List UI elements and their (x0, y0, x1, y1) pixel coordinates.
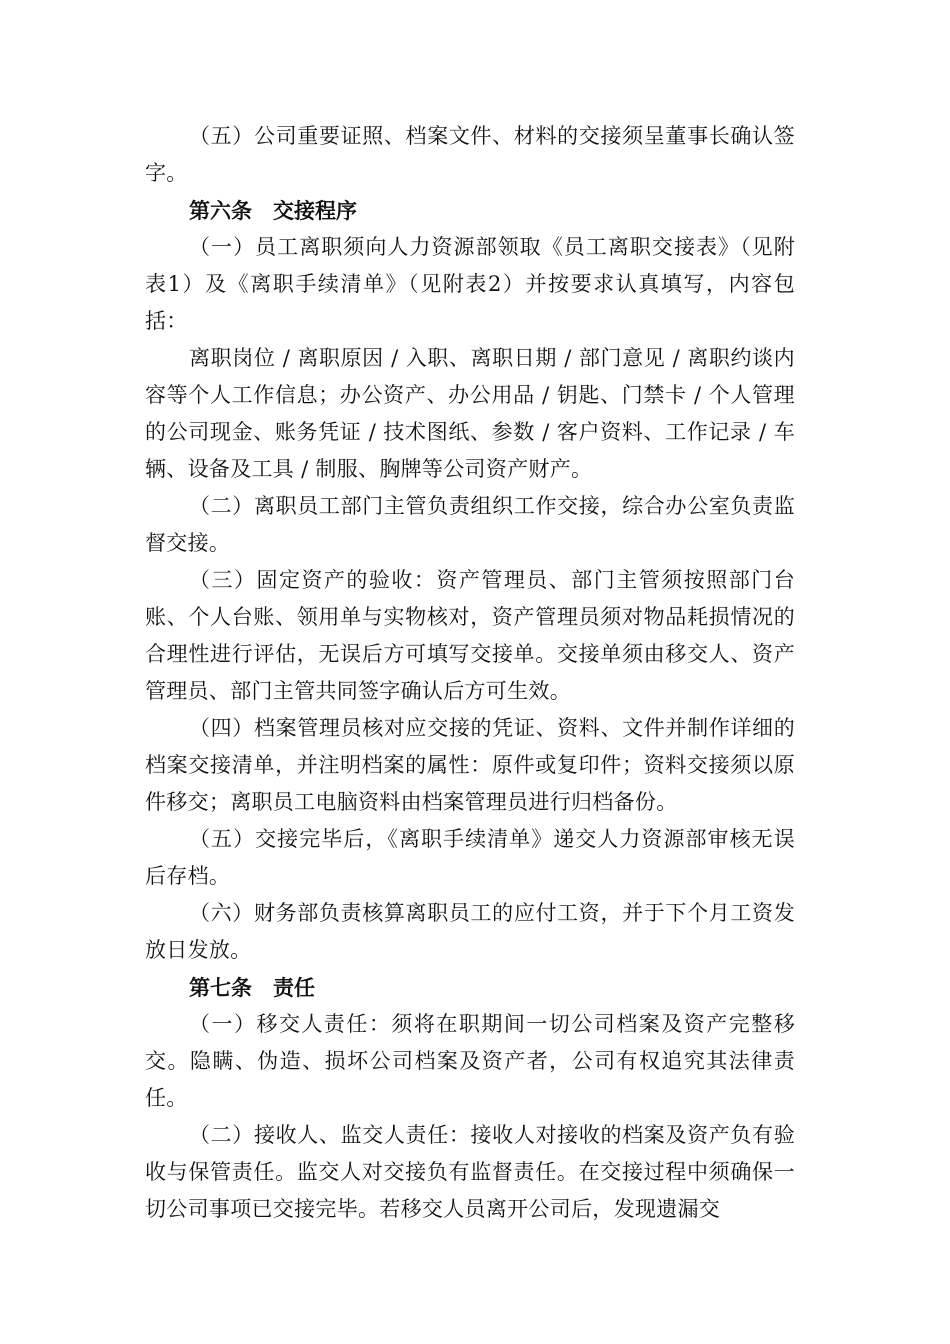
paragraph-6-3: （三）固定资产的验收：资产管理员、部门主管须按照部门台账、个人台账、领用单与实物核对，资产管理员须对物品耗损情况的合理性进行评估，无误后方可填写交接单。交接单须由移交人、资产管理员、部门主管共同签字确认后方可生效。 (145, 568, 795, 703)
paragraph-6-1-contents: 离职岗位 / 离职原因 / 入职、离职日期 / 部门意见 / 离职约谈内容等个人工作信息；办公资产、办公用品 / 钥匙、门禁卡 / 个人管理的公司现金、账务凭证 / 技术图纸、参数 / 客户资料、工作记录 / 车辆、设备及工具 / 制服、胸牌等公司资产财产。 (145, 346, 795, 481)
paragraph-7-1: （一）移交人责任：须将在职期间一切公司档案及资产完整移交。隐瞒、伪造、损坏公司档案及资产者，公司有权追究其法律责任。 (145, 1012, 795, 1110)
article-6-title: 交接程序 (273, 198, 357, 223)
article-6-label: 第六条 (189, 198, 252, 223)
paragraph-6-5: （五）交接完毕后，《离职手续清单》递交人力资源部审核无误后存档。 (145, 827, 795, 888)
paragraph-6-1: （一）员工离职须向人力资源部领取《员工离职交接表》（见附表1）及《离职手续清单》（见附表2）并按要求认真填写，内容包括： (145, 235, 795, 333)
paragraph-6-6: （六）财务部负责核算离职员工的应付工资，并于下个月工资发放日发放。 (145, 901, 795, 962)
paragraph-6-2: （二）离职员工部门主管负责组织工作交接，综合办公室负责监督交接。 (145, 494, 795, 555)
paragraph-7-2: （二）接收人、监交人责任：接收人对接收的档案及资产负有验收与保管责任。监交人对交接负有监督责任。在交接过程中须确保一切公司事项已交接完毕。若移交人员离开公司后，发现遗漏交 (145, 1123, 795, 1221)
article-7-heading (145, 969, 795, 1006)
paragraph-6-4: （四）档案管理员核对应交接的凭证、资料、文件并制作详细的档案交接清单，并注明档案的属性：原件或复印件；资料交接须以原件移交；离职员工电脑资料由档案管理员进行归档备份。 (145, 716, 795, 814)
article-6-heading (145, 192, 795, 229)
paragraph-item-5-certificates: （五）公司重要证照、档案文件、材料的交接须呈董事长确认签字。 (145, 124, 795, 185)
article-7-label: 第七条 (189, 975, 252, 1000)
article-7-title: 责任 (273, 975, 315, 1000)
document-page (145, 118, 795, 1228)
